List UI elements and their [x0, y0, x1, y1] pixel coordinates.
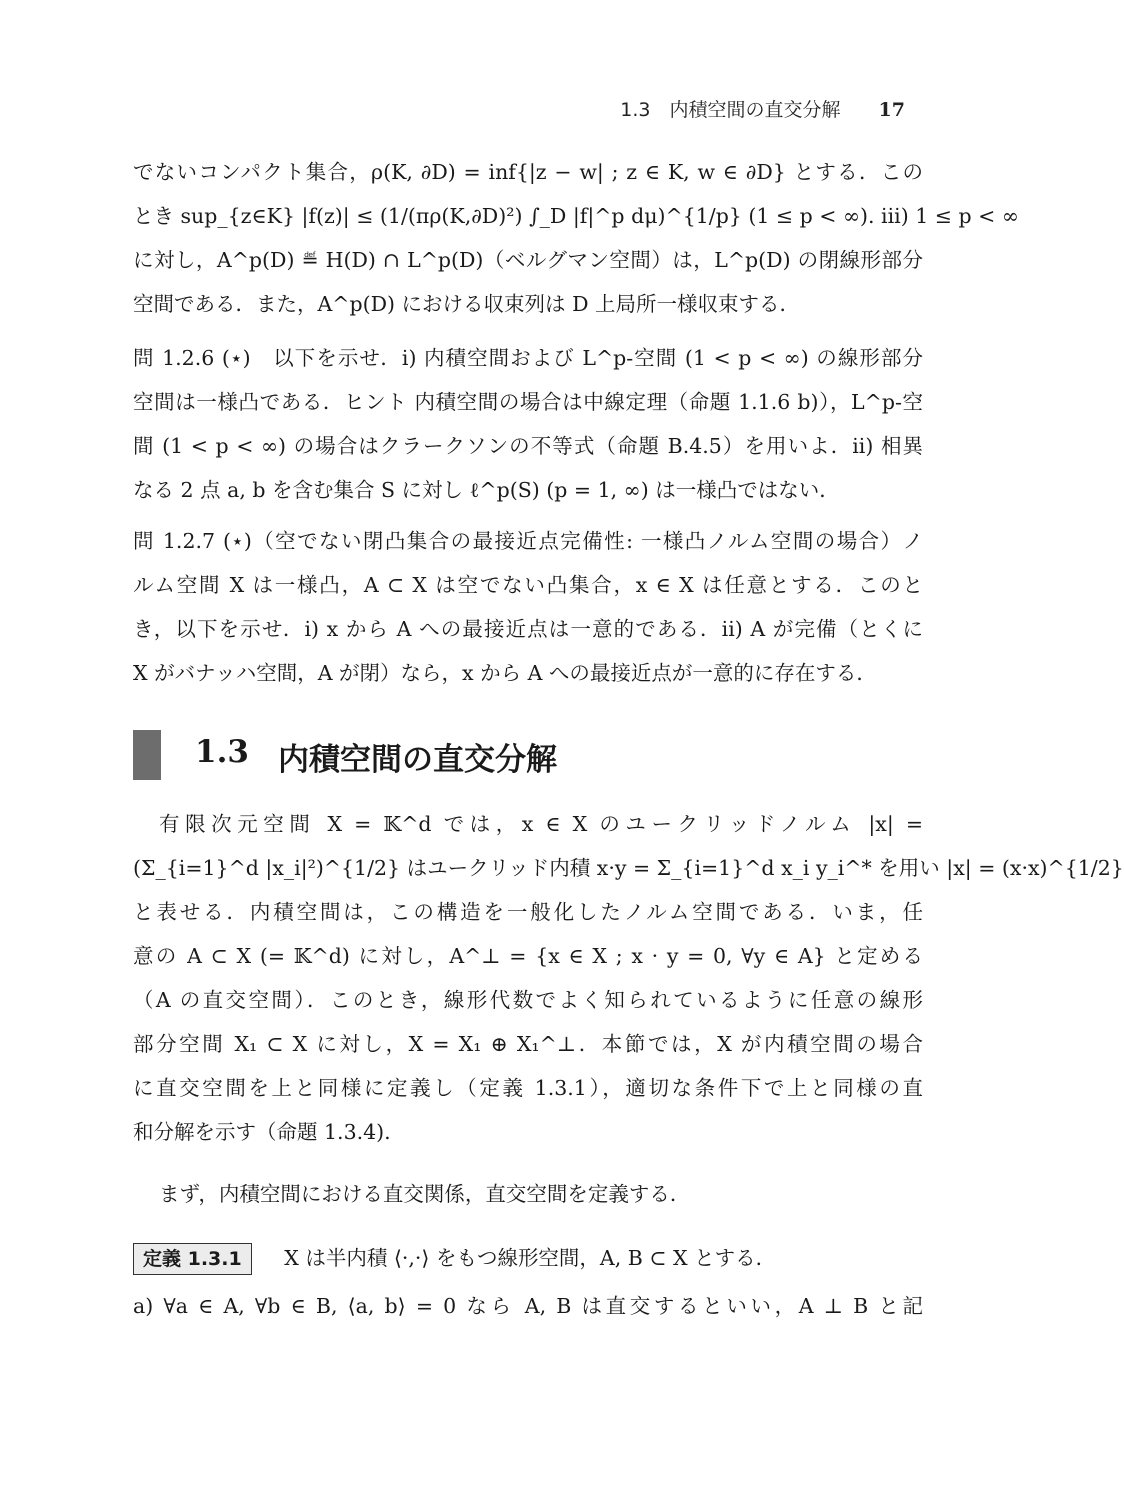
text-line: なる 2 点 a, b を含む集合 S に対し ℓ^p(S) (p = 1, ∞) は一様凸ではない． [133, 478, 840, 502]
text-line: (Σ_{i=1}^d |x_i|²)^{1/2} はユークリッド内積 x·y = Σ_{i=1}^d x_i y_i^* を用い |x| = (x·x)^{1/2} [133, 856, 1124, 880]
text-line: まず，内積空間における直交関係，直交空間を定義する． [159, 1182, 691, 1206]
text-line: a) ∀a ∈ A, ∀b ∈ B, ⟨a, b⟩ = 0 なら A, B は直交するといい，A ⊥ B と記 [133, 1294, 923, 1318]
paragraph-define [133, 1172, 923, 1216]
section-number: 1.3 [195, 734, 249, 770]
text-line: 部分空間 X₁ ⊂ X に対し，X = X₁ ⊕ X₁^⊥．本節では，X が内積空間の場合 [133, 1032, 923, 1056]
text-line: 空間である．また，A^p(D) における収束列は D 上局所一様収束する． [133, 292, 801, 316]
text-line: 問 1.2.6 (⋆) 以下を示せ．i) 内積空間および L^p-空間 (1 < p < ∞) の線形部分 [133, 346, 923, 370]
text-line: に直交空間を上と同様に定義し（定義 1.3.1），適切な条件下で上と同様の直 [133, 1076, 923, 1100]
text-line: 問 1.2.7 (⋆)（空でない閉凸集合の最接近点完備性: 一様凸ノルム空間の場合）ノ [133, 529, 923, 553]
section-marker-bar [133, 730, 161, 780]
page-number: 17 [878, 99, 905, 121]
problem-1-2-6 [133, 336, 923, 512]
section-title: 内積空間の直交分解 [278, 742, 557, 778]
text-line: 間 (1 < p < ∞) の場合はクラークソンの不等式（命題 B.4.5）を用いよ．ii) 相異 [133, 434, 923, 458]
text-line: 和分解を示す（命題 1.3.4). [133, 1120, 391, 1144]
paragraph-bergman [133, 150, 1019, 326]
text-line: 空間は一様凸である．ヒント 内積空間の場合は中線定理（命題 1.1.6 b)），L^p-空 [133, 390, 923, 414]
section-heading [133, 730, 923, 782]
definition-label: 定義 1.3.1 [133, 1243, 252, 1275]
text-line: X がバナッハ空間，A が閉）なら，x から A への最接近点が一意的に存在する． [133, 661, 877, 685]
problem-1-2-7 [133, 519, 923, 695]
text-line: ルム空間 X は一様凸，A ⊂ X は空でない凸集合，x ∈ X は任意とする．このと [133, 573, 923, 597]
text-line: （A の直交空間）．このとき，線形代数でよく知られているように任意の線形 [133, 988, 923, 1012]
definition-item-a [133, 1284, 923, 1328]
running-title: 1.3 内積空間の直交分解 [620, 99, 841, 121]
definition-row [133, 1238, 923, 1278]
text-line: き，以下を示せ．i) x から A への最接近点は一意的である．ii) A が完備（とくに [133, 617, 923, 641]
text-line: と表せる．内積空間は，この構造を一般化したノルム空間である．いま，任 [133, 900, 923, 924]
text-line: でないコンパクト集合，ρ(K, ∂D) = inf{|z − w| ; z ∈ K, w ∈ ∂D} とする．この [133, 160, 923, 184]
text-line: に対し，A^p(D) ≝ H(D) ∩ L^p(D)（ベルグマン空間）は，L^p(D) の閉線形部分 [133, 248, 923, 272]
definition-text: X は半内積 ⟨·,·⟩ をもつ線形空間，A, B ⊂ X とする． [284, 1246, 777, 1270]
text-line: 有限次元空間 X = 𝕂^d では，x ∈ X のユークリッドノルム |x| = [159, 812, 923, 836]
text-line: 意の A ⊂ X (= 𝕂^d) に対し，A^⊥ = {x ∈ X ; x · y = 0, ∀y ∈ A} と定める [133, 944, 923, 968]
running-head [620, 95, 905, 122]
text-line: とき sup_{z∈K} |f(z)| ≤ (1/(πρ(K,∂D)²) ∫_D |f|^p dμ)^{1/p} (1 ≤ p < ∞). iii) 1 ≤ p < ∞ [133, 204, 1019, 228]
paragraph-intro [133, 802, 1124, 1154]
